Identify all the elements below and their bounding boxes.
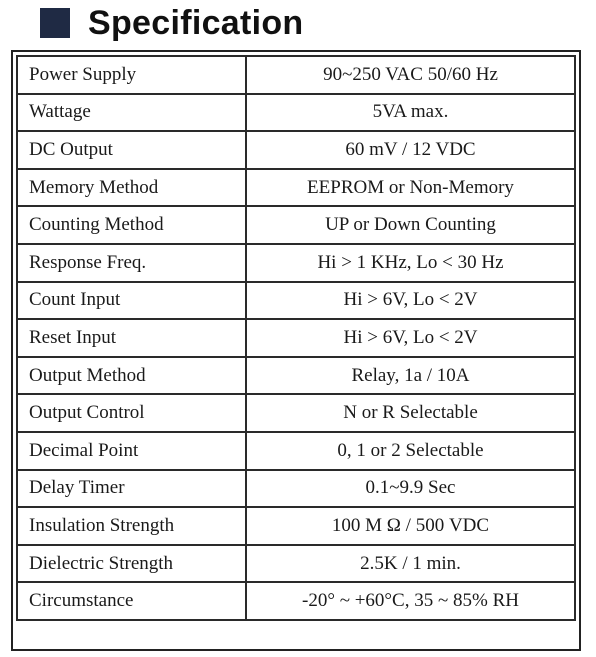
table-row (17, 94, 575, 132)
table-row (17, 131, 575, 169)
header-square-icon (40, 8, 70, 38)
spec-value: EEPROM or Non-Memory (246, 169, 575, 207)
spec-value: Hi > 1 KHz, Lo < 30 Hz (246, 244, 575, 282)
spec-label: Output Control (17, 394, 246, 432)
spec-value: 100 M Ω / 500 VDC (246, 507, 575, 545)
spec-label: Delay Timer (17, 470, 246, 508)
page-title: Specification (88, 3, 304, 42)
specification-table (16, 55, 576, 621)
spec-label: Output Method (17, 357, 246, 395)
table-row (17, 507, 575, 545)
spec-value: 2.5K / 1 min. (246, 545, 575, 583)
spec-label: Reset Input (17, 319, 246, 357)
spec-label: Counting Method (17, 206, 246, 244)
spec-label: Insulation Strength (17, 507, 246, 545)
spec-label: Response Freq. (17, 244, 246, 282)
table-row (17, 470, 575, 508)
table-row (17, 432, 575, 470)
table-row (17, 206, 575, 244)
spec-value: 90~250 VAC 50/60 Hz (246, 56, 575, 94)
spec-label: Circumstance (17, 582, 246, 620)
spec-label: Decimal Point (17, 432, 246, 470)
spec-value: Relay, 1a / 10A (246, 357, 575, 395)
spec-value: UP or Down Counting (246, 206, 575, 244)
table-row (17, 319, 575, 357)
spec-label: Count Input (17, 282, 246, 320)
table-row (17, 56, 575, 94)
spec-label: Wattage (17, 94, 246, 132)
table-row (17, 357, 575, 395)
table-row (17, 545, 575, 583)
table-row (17, 394, 575, 432)
spec-value: 0.1~9.9 Sec (246, 470, 575, 508)
spec-value: Hi > 6V, Lo < 2V (246, 282, 575, 320)
spec-label: DC Output (17, 131, 246, 169)
table-row (17, 169, 575, 207)
spec-value: N or R Selectable (246, 394, 575, 432)
table-row (17, 244, 575, 282)
table-row (17, 582, 575, 620)
spec-value: 0, 1 or 2 Selectable (246, 432, 575, 470)
spec-value: -20° ~ +60°C, 35 ~ 85% RH (246, 582, 575, 620)
spec-value: Hi > 6V, Lo < 2V (246, 319, 575, 357)
table-row (17, 282, 575, 320)
spec-label: Memory Method (17, 169, 246, 207)
spec-value: 60 mV / 12 VDC (246, 131, 575, 169)
section-header (40, 4, 304, 42)
spec-value: 5VA max. (246, 94, 575, 132)
spec-label: Dielectric Strength (17, 545, 246, 583)
spec-label: Power Supply (17, 56, 246, 94)
